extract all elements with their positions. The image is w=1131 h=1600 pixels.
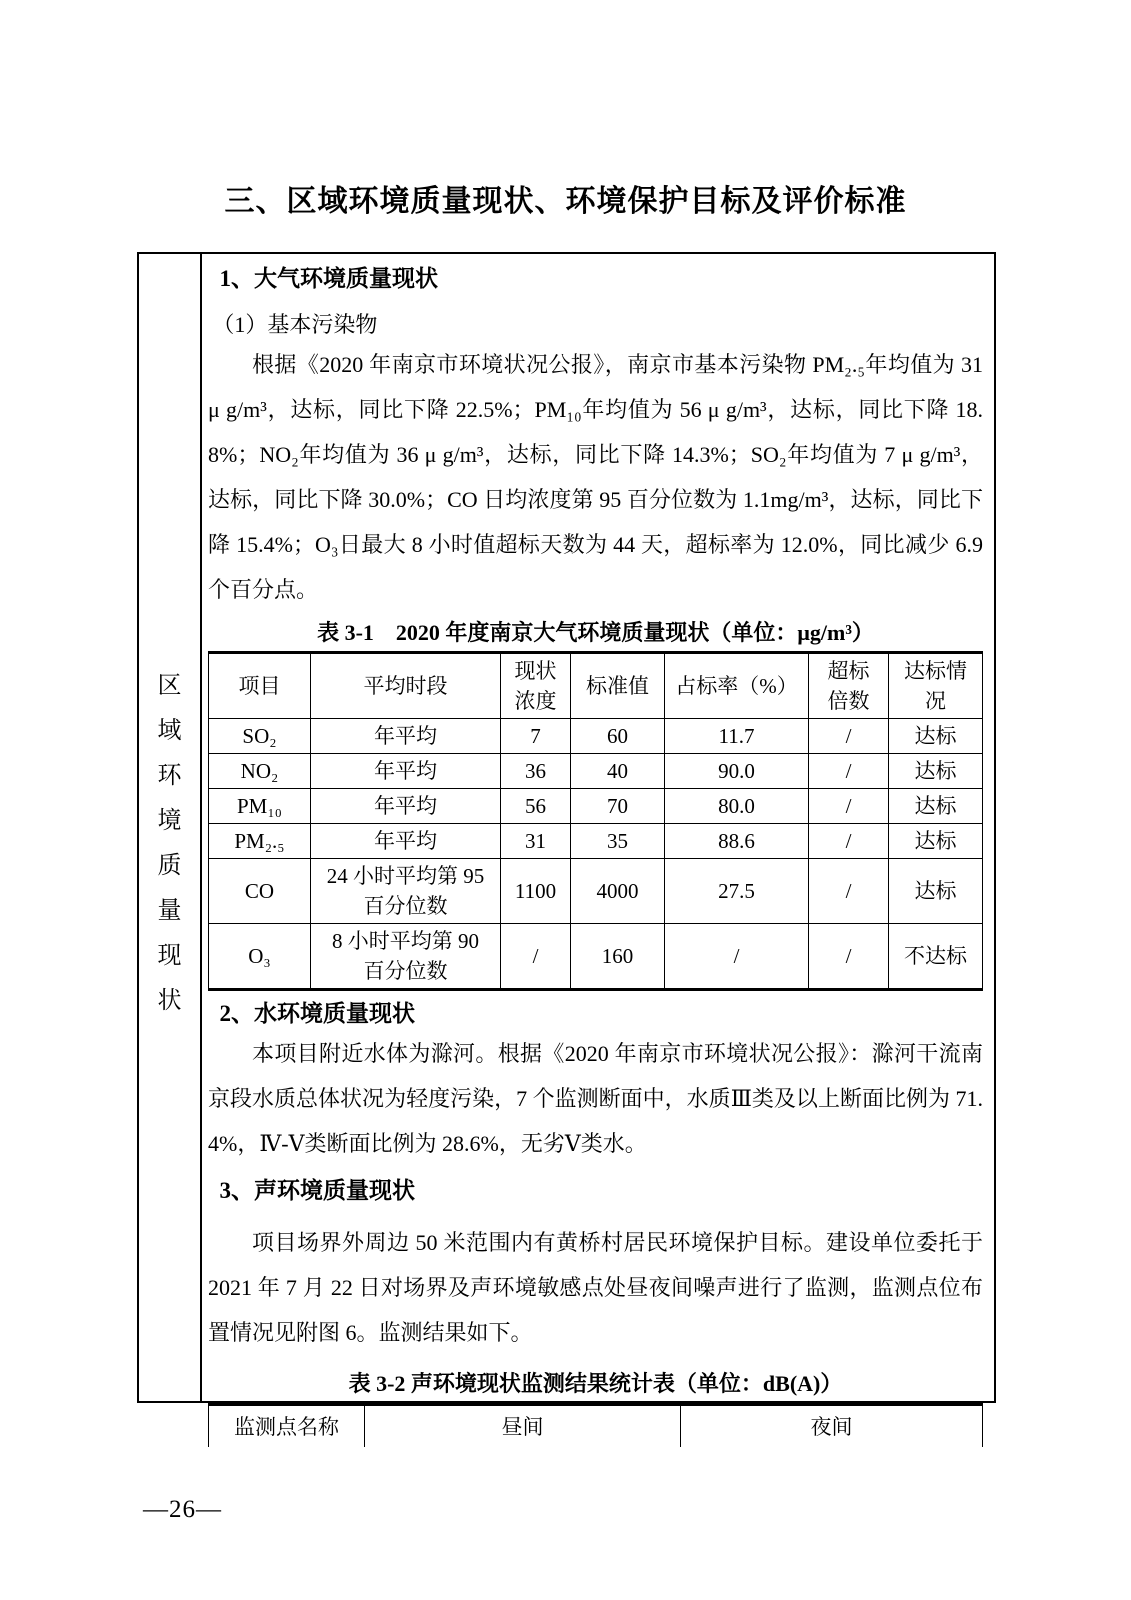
table-cell: 年平均 bbox=[311, 824, 501, 859]
section-frame bbox=[137, 252, 996, 1440]
page-number: —26— bbox=[143, 1496, 222, 1523]
table-cell: CO bbox=[209, 859, 311, 924]
vertical-char: 区 bbox=[157, 672, 182, 699]
vertical-char: 现 bbox=[157, 942, 182, 969]
col-header-daytime: 昼间 bbox=[365, 1405, 681, 1447]
air-quality-table bbox=[208, 651, 983, 991]
table1-row-o3 bbox=[209, 924, 983, 990]
table1-row-so2 bbox=[209, 719, 983, 754]
table-cell: 160 bbox=[571, 924, 665, 990]
air-paragraph: 根据《2020 年南京市环境状况公报》，南京市基本污染物 PM₂.₅年均值为 31 μ g/m³，达标，同比下降 22.5%；PM₁₀年均值为 56 μ g/m³，达标，同比下降 18.8%；NO₂年均值为 36 μ g/m³，达标，同比下降 14.3%；SO₂年均值为 7 μ g/m³，达标，同比下降 30.0%；CO 日均浓度第 95 百分位数为 1.1mg/m³，达标，同比下降 15.4%；O₃日最大 8 小时值超标天数为 44 天，超标率为 12.0%，同比减少 6.9 个百分点。 bbox=[208, 352, 983, 602]
noise-section-heading: 3、声环境质量现状 bbox=[219, 1178, 415, 1203]
noise-table-block bbox=[208, 1355, 983, 1447]
table-cell: 达标 bbox=[889, 859, 983, 924]
table1-row-co bbox=[209, 859, 983, 924]
table-cell: NO₂ bbox=[209, 754, 311, 789]
table-cell: 60 bbox=[571, 719, 665, 754]
col-header-nighttime: 夜间 bbox=[681, 1405, 983, 1447]
table-cell: / bbox=[665, 924, 809, 990]
table2-header-row bbox=[209, 1405, 983, 1447]
table-cell: 8 小时平均第 90 百分位数 bbox=[311, 924, 501, 990]
table-cell: PM₂.₅ bbox=[209, 824, 311, 859]
table-cell: 达标 bbox=[889, 754, 983, 789]
table1-caption: 表 3-1 2020 年度南京大气环境质量现状（单位：μg/m³） bbox=[317, 620, 874, 645]
table1-row-pm10 bbox=[209, 789, 983, 824]
col-header-concentration: 现状浓度 bbox=[501, 653, 571, 719]
table-cell: 56 bbox=[501, 789, 571, 824]
table-cell: 24 小时平均第 95 百分位数 bbox=[311, 859, 501, 924]
vertical-char: 质 bbox=[157, 852, 182, 879]
water-paragraph: 本项目附近水体为滁河。根据《2020 年南京市环境状况公报》：滁河干流南京段水质总体状况为轻度污染，7 个监测断面中，水质Ⅲ类及以上断面比例为 71.4%，Ⅳ-Ⅴ类断面比例为 28.6%，无劣Ⅴ类水。 bbox=[208, 1041, 983, 1156]
table-cell: 达标 bbox=[889, 789, 983, 824]
table2-caption: 表 3-2 声环境现状监测结果统计表（单位：dB(A)） bbox=[348, 1371, 843, 1396]
vertical-char: 环 bbox=[157, 762, 182, 789]
col-header-item: 项目 bbox=[209, 653, 311, 719]
vertical-char: 量 bbox=[157, 897, 182, 924]
table1-row-no2 bbox=[209, 754, 983, 789]
noise-monitoring-table bbox=[208, 1403, 983, 1447]
table-cell: 年平均 bbox=[311, 789, 501, 824]
table-cell: 4000 bbox=[571, 859, 665, 924]
air-section-heading: 1、大气环境质量现状 bbox=[219, 266, 438, 291]
table-cell: 年平均 bbox=[311, 719, 501, 754]
water-section-heading: 2、水环境质量现状 bbox=[219, 1001, 415, 1026]
table-cell: / bbox=[809, 754, 889, 789]
table-cell: 27.5 bbox=[665, 859, 809, 924]
noise-paragraph: 项目场界外周边 50 米范围内有黄桥村居民环境保护目标。建设单位委托于 2021 年 7 月 22 日对场界及声环境敏感点处昼夜间噪声进行了监测，监测点位布置情况见附图 6。监测结果如下。 bbox=[208, 1230, 983, 1345]
table-cell: 88.6 bbox=[665, 824, 809, 859]
table-cell: 80.0 bbox=[665, 789, 809, 824]
col-header-standard: 标准值 bbox=[571, 653, 665, 719]
table-cell: O₃ bbox=[209, 924, 311, 990]
col-header-ratio: 占标率（%） bbox=[665, 653, 809, 719]
row-header-vertical bbox=[139, 254, 202, 1401]
table-cell: 90.0 bbox=[665, 754, 809, 789]
vertical-char: 状 bbox=[157, 987, 182, 1014]
table-cell: PM₁₀ bbox=[209, 789, 311, 824]
vertical-char: 域 bbox=[157, 717, 182, 744]
col-header-period: 平均时段 bbox=[311, 653, 501, 719]
col-header-compliance: 达标情况 bbox=[889, 653, 983, 719]
col-header-exceed: 超标倍数 bbox=[809, 653, 889, 719]
table-cell: / bbox=[809, 719, 889, 754]
table-cell: / bbox=[809, 859, 889, 924]
table-cell: / bbox=[809, 924, 889, 990]
page-title: 三、区域环境质量现状、环境保护目标及评价标准 bbox=[224, 185, 907, 218]
table1-header-row bbox=[209, 653, 983, 719]
table-cell: 达标 bbox=[889, 824, 983, 859]
vertical-char: 境 bbox=[157, 807, 182, 834]
table-cell: 40 bbox=[571, 754, 665, 789]
table-cell: 年平均 bbox=[311, 754, 501, 789]
table-cell: / bbox=[809, 789, 889, 824]
table-cell: 达标 bbox=[889, 719, 983, 754]
air-subheading: （1）基本污染物 bbox=[212, 312, 378, 337]
table-cell: 70 bbox=[571, 789, 665, 824]
table-cell: 1100 bbox=[501, 859, 571, 924]
table-cell: 11.7 bbox=[665, 719, 809, 754]
table-cell: 不达标 bbox=[889, 924, 983, 990]
col-header-point-name: 监测点名称 bbox=[209, 1405, 365, 1447]
content-area bbox=[202, 254, 995, 1440]
table1-row-pm25 bbox=[209, 824, 983, 859]
table-cell: 7 bbox=[501, 719, 571, 754]
table-cell: 31 bbox=[501, 824, 571, 859]
table-cell: / bbox=[501, 924, 571, 990]
table-cell: SO₂ bbox=[209, 719, 311, 754]
table-cell: 35 bbox=[571, 824, 665, 859]
table-cell: / bbox=[809, 824, 889, 859]
table-cell: 36 bbox=[501, 754, 571, 789]
